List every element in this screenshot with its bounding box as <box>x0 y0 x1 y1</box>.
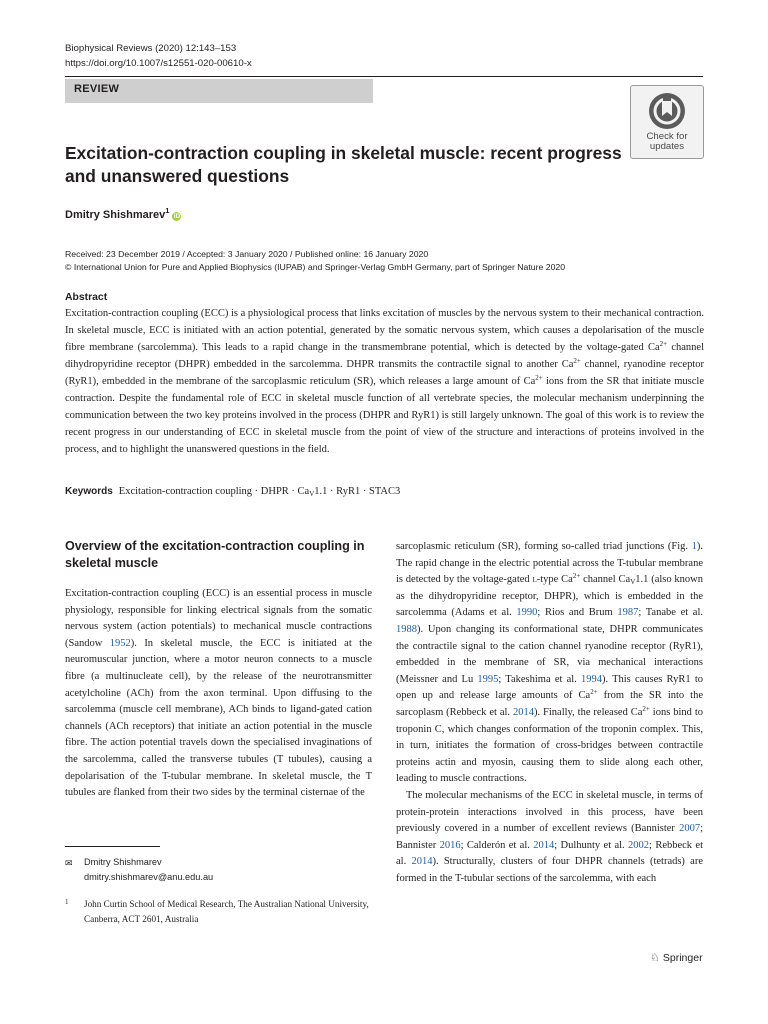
section-heading: Overview of the excitation-contraction coupling in skeletal muscle <box>65 539 365 570</box>
author-name[interactable]: Dmitry Shishmarev <box>65 209 166 221</box>
publisher-logo <box>650 951 703 964</box>
check-updates-line2: updates <box>649 141 685 152</box>
article-title: Excitation-contraction coupling in skeletal muscle: recent progress and unanswered questions <box>65 143 622 186</box>
publisher-name: Springer <box>662 952 703 964</box>
copyright-line: © International Union for Pure and Applied Biophysics (IUPAB) and Springer-Verlag GmbH Germany, part of Springer Nature 2020 <box>65 262 566 272</box>
article-type-label: REVIEW <box>74 83 120 95</box>
journal-header <box>65 41 252 71</box>
orcid-icon[interactable]: iD <box>173 213 181 220</box>
footnote-rule <box>65 846 160 847</box>
abstract-heading: Abstract <box>65 292 108 303</box>
check-updates-icon <box>647 91 687 131</box>
author-affil-mark: 1 <box>165 206 170 215</box>
horse-icon: ♘ <box>650 952 660 964</box>
body-column-right: sarcoplasmic reticulum (SR), forming so-called triad junctions (Fig. 1). The rapid change in the electric potential across the T-tubular membrane is detected by the voltage-gated l-type $Ca^{2+}$ channel $Ca_V1.1$ (also known as the dihydropyridine receptor, DHPR), which is embedded in the sarcolemma (Adams et al. 1990; Rios and Brum 1987; Tanabe et al. 1988). Upon changing its conformational state, DHPR communicates the contractile signal to the cation channel ryanodine receptor (RyR1), embedded in the membrane of SR, via mechanical interactions (Meissner and Lu 1995; Takeshima et al. 1994). This causes RyR1 to open up and release large amounts of $Ca^{2+}$ from the SR into the sarcoplasm (Rebbeck et al. 2014). Finally, the released $Ca^{2+}$ ions bind to troponin C, which changes conformation of the troponin complex. This, in turn, initiates the formation of cross-bridges between contractile proteins actin and myosin, causing them to slide along each other, leading to muscle contractions. The molecular mechanisms of the ECC in skeletal muscle, in terms of protein-protein interactions involved in this process, have been previously covered in a number of excellent reviews (Bannister 2007; Bannister 2016; Calderón et al. 2014; Dulhunty et al. 2002; Rebbeck et al. 2014). Structurally, clusters of four DHPR channels (tetrads) are formed in the T-tubular sections of the sarcolemma, with each <box>396 541 704 884</box>
body-column-left: Excitation-contraction coupling (ECC) is an essential process in muscle physiology, responsible for linking electrical signals from the somatic nervous system (action potentials) to mechanical muscle contractions (Sandow 1952). In skeletal muscle, the ECC is initiated at the neuromuscular junction, where a motor neuron connects to a muscle fibre (a multinucleate cell), by the release of the neurotransmitter acetylcholine (ACh) from the axon terminal. Upon diffusing to the sarcolemma (muscle cell membrane), ACh binds to ligand-gated cation channels (ACh receptors) that initiate an action potential in the muscle fibre. The action potential travels down the specialised invaginations of the sarcolemma, called the transverse tubules (T tubules), causing a depolarisation of the T-tubular membrane. In skeletal muscle, the T tubules are flanked from their two sides by the terminal cisternae of the <box>65 588 372 799</box>
keywords-text: Excitation-contraction coupling · DHPR · $Ca_V1.1 \cdot RyR1$ · STAC3 <box>118 486 401 498</box>
journal-citation: Biophysical Reviews (2020) 12:143–153 <box>65 43 237 54</box>
keywords-line <box>65 486 400 497</box>
envelope-icon: ✉ <box>65 858 73 868</box>
article-type-bar <box>65 79 373 103</box>
corresponding-author: Dmitry Shishmarev <box>84 857 162 867</box>
affiliation-text: John Curtin School of Medical Research, The Australian National University, Canberra, ACT 2601, Australia <box>84 899 369 924</box>
article-dates <box>65 248 565 274</box>
check-for-updates-badge[interactable] <box>630 85 704 159</box>
affiliation-footnote <box>65 897 374 927</box>
publication-dates: Received: 23 December 2019 / Accepted: 3 January 2020 / Published online: 16 January 2020 <box>65 249 429 259</box>
correspondence-footnote <box>65 855 213 885</box>
author-email[interactable]: dmitry.shishmarev@anu.edu.au <box>84 872 214 882</box>
check-updates-line1: Check for <box>646 131 688 142</box>
affiliation-number: 1 <box>65 898 69 906</box>
abstract-text: Excitation-contraction coupling (ECC) is a physiological process that links excitation of muscles by the nervous system to their mechanical contraction. In skeletal muscle, ECC is initiated with an action potential, generated by the somatic nervous system, which causes a depolarisation of the muscle fibre membrane (sarcolemma). This leads to a rapid change in the transmembrane potential, which is detected by the voltage-gated $Ca^{2+}$ channel dihydropyridine receptor (DHPR) embedded in the sarcolemma. DHPR transmits the contractile signal to another $Ca^{2+}$ channel, ryanodine receptor (RyR1), embedded in the membrane of the sarcoplasmic reticulum (SR), which releases a large amount of $Ca^{2+}$ ions from the SR that initiate muscle contraction. Despite the fundamental role of ECC in skeletal muscle function of all vertebrate species, the molecular mechanism underpinning the communication between the two key proteins involved in the process (DHPR and RyR1) is still largely unknown. The goal of this work is to review the recent progress in our understanding of ECC in skeletal muscle from the point of view of the structure and interactions of proteins involved in the process, and to highlight the unanswered questions in the field. <box>65 308 704 455</box>
header-rule <box>65 76 703 77</box>
doi-link[interactable]: https://doi.org/10.1007/s12551-020-00610-x <box>65 58 252 69</box>
keywords-label: Keywords <box>65 486 113 497</box>
author-line <box>65 206 181 221</box>
